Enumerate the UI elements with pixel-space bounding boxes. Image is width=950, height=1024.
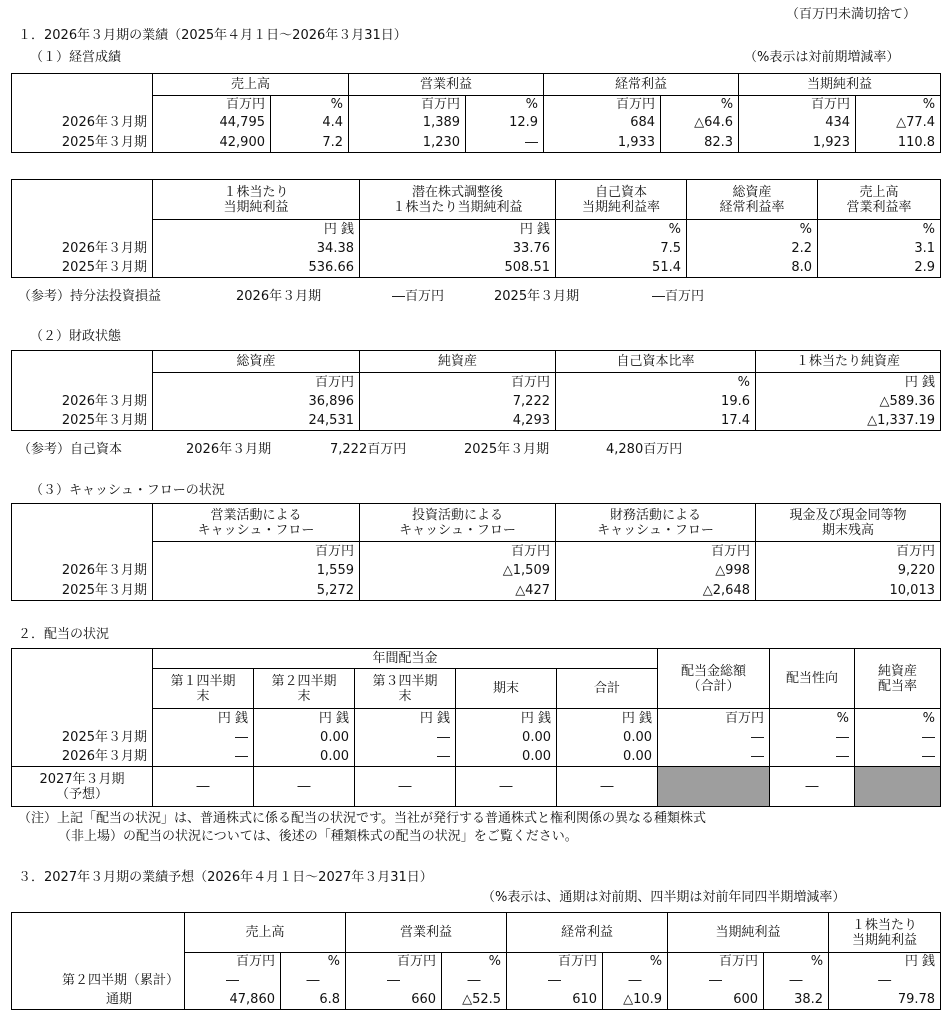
unit-cell: % <box>556 220 687 239</box>
table-row <box>12 411 941 431</box>
value-cell: 1,923 <box>739 133 856 153</box>
value-cell: 0.00 <box>456 747 557 767</box>
value-cell: ― <box>442 971 507 990</box>
operating-results-table <box>11 73 941 153</box>
value-cell: ― <box>153 728 254 747</box>
col-header: 営業利益 <box>349 74 544 96</box>
value-cell: 110.8 <box>856 133 941 153</box>
value-cell: ― <box>281 971 346 990</box>
reference-period: 2026年３月期 <box>236 289 322 304</box>
value-cell: △427 <box>360 581 556 601</box>
value-cell: 82.3 <box>661 133 739 153</box>
row-label <box>12 709 153 728</box>
value-cell: 3.1 <box>818 239 941 258</box>
row-label: 2025年３月期 <box>12 728 153 747</box>
unit-cell: 円 銭 <box>829 953 941 971</box>
value-cell: ― <box>658 728 770 747</box>
value-cell: 0.00 <box>557 728 658 747</box>
unit-cell: 百万円 <box>507 953 603 971</box>
unit-cell: % <box>466 96 544 113</box>
col-header: 現金及び現金同等物 期末残高 <box>756 504 941 542</box>
section-3-title: ３．2027年３月期の業績予想（2026年４月１日～2027年３月31日） <box>18 870 433 885</box>
value-cell: ― <box>456 767 557 807</box>
cash-flow-table <box>11 503 941 601</box>
col-header: 配当金総額 （合計） <box>658 649 770 709</box>
table-row <box>12 258 941 278</box>
unit-cell: 百万円 <box>153 542 360 561</box>
subsection-cash-flow: （３）キャッシュ・フローの状況 <box>30 483 225 498</box>
value-cell: 12.9 <box>466 113 544 133</box>
reference-equity-method: （参考）持分法投資損益 <box>18 289 162 304</box>
value-cell: ― <box>829 971 941 990</box>
col-header: 売上高 営業利益率 <box>818 180 941 220</box>
value-cell: 79.78 <box>829 990 941 1010</box>
value-cell: 6.8 <box>281 990 346 1010</box>
corner-cell <box>12 504 153 542</box>
value-cell: △10.9 <box>603 990 668 1010</box>
col-header: １株当たり 当期純利益 <box>829 913 941 953</box>
col-header: 経常利益 <box>544 74 739 96</box>
col-header: 投資活動による キャッシュ・フロー <box>360 504 556 542</box>
value-cell: 7.5 <box>556 239 687 258</box>
row-label <box>12 96 153 113</box>
value-cell: 1,230 <box>349 133 466 153</box>
unit-cell: 百万円 <box>668 953 764 971</box>
unit-cell: 百万円 <box>556 542 756 561</box>
col-header: 総資産 <box>153 351 360 373</box>
value-cell: ― <box>466 133 544 153</box>
col-header: 総資産 経常利益率 <box>687 180 818 220</box>
value-cell: 536.66 <box>153 258 360 278</box>
value-cell: 2.2 <box>687 239 818 258</box>
row-label <box>12 373 153 392</box>
unit-cell: % <box>442 953 507 971</box>
corner-cell <box>12 74 153 96</box>
col-header: １株当たり 当期純利益 <box>153 180 360 220</box>
value-cell: ― <box>185 971 281 990</box>
table-row <box>12 971 941 990</box>
value-cell: △589.36 <box>756 392 941 411</box>
value-cell: △52.5 <box>442 990 507 1010</box>
value-cell: 38.2 <box>764 990 829 1010</box>
unit-cell: 百万円 <box>544 96 661 113</box>
value-cell: ― <box>355 728 456 747</box>
table-row <box>12 113 941 133</box>
value-cell: 10,013 <box>756 581 941 601</box>
unit-cell: % <box>770 709 855 728</box>
value-cell: 0.00 <box>557 747 658 767</box>
row-label: 2026年３月期 <box>12 392 153 411</box>
value-cell: 36,896 <box>153 392 360 411</box>
value-cell: △1,509 <box>360 561 556 581</box>
col-header: 期末 <box>456 669 557 709</box>
section-1-title: １．2026年３月期の業績（2025年４月１日～2026年３月31日） <box>18 28 407 43</box>
unit-cell: 円 銭 <box>756 373 941 392</box>
row-label <box>12 953 185 971</box>
value-cell: 7,222 <box>360 392 556 411</box>
shaded-cell <box>658 767 770 807</box>
col-header: 営業利益 <box>346 913 507 953</box>
unit-cell: 百万円 <box>756 542 941 561</box>
value-cell: ― <box>346 971 442 990</box>
unit-cell: 百万円 <box>360 373 556 392</box>
value-cell: 434 <box>739 113 856 133</box>
row-label: 通期 <box>12 990 185 1010</box>
value-cell: ― <box>355 747 456 767</box>
unit-cell: 円 銭 <box>456 709 557 728</box>
unit-cell: 百万円 <box>153 96 271 113</box>
value-cell: 7.2 <box>271 133 349 153</box>
row-label: 2025年３月期 <box>12 411 153 431</box>
row-label: 第２四半期（累計） <box>12 971 185 990</box>
section-2-title: ２．配当の状況 <box>18 627 110 642</box>
value-cell: 4.4 <box>271 113 349 133</box>
table-row <box>12 581 941 601</box>
unit-cell: 円 銭 <box>355 709 456 728</box>
subsection-operating-results: （１）経営成績 <box>30 50 122 65</box>
value-cell: ― <box>855 728 941 747</box>
unit-note: （百万円未満切捨て） <box>786 7 917 22</box>
col-header: 売上高 <box>185 913 346 953</box>
shaded-cell <box>855 767 941 807</box>
unit-cell: % <box>556 373 756 392</box>
table-row <box>12 239 941 258</box>
value-cell: 51.4 <box>556 258 687 278</box>
reference-period: 2025年３月期 <box>464 442 550 457</box>
value-cell: ― <box>153 747 254 767</box>
value-cell: 0.00 <box>254 728 355 747</box>
value-cell: △1,337.19 <box>756 411 941 431</box>
value-cell: ― <box>603 971 668 990</box>
dividend-note-line-1: （注）上記「配当の状況」は、普通株式に係る配当の状況です。当社が発行する普通株式と権利関係の異なる種類株式 <box>18 811 706 826</box>
value-cell: ― <box>658 747 770 767</box>
value-cell: 17.4 <box>556 411 756 431</box>
value-cell: 47,860 <box>185 990 281 1010</box>
subsection-financial-position: （２）財政状態 <box>30 329 122 344</box>
value-cell: 34.38 <box>153 239 360 258</box>
reference-value: ―百万円 <box>392 289 445 304</box>
row-label: 2027年３月期 （予想） <box>12 767 153 807</box>
value-cell: ― <box>770 767 855 807</box>
unit-cell: 円 銭 <box>153 220 360 239</box>
row-label: 2026年３月期 <box>12 747 153 767</box>
forecast-percent-note: （%表示は、通期は対前期、四半期は対前年同四半期増減率） <box>482 890 846 905</box>
unit-cell: 円 銭 <box>557 709 658 728</box>
value-cell: ― <box>254 767 355 807</box>
row-label <box>12 542 153 561</box>
dividend-note-line-2: （非上場）の配当の状況については、後述の「種類株式の配当の状況」をご覧ください。 <box>58 829 578 844</box>
table-row <box>12 728 941 747</box>
table-row <box>12 747 941 767</box>
unit-cell: % <box>603 953 668 971</box>
value-cell: 33.76 <box>360 239 556 258</box>
value-cell: 24,531 <box>153 411 360 431</box>
col-header: 経常利益 <box>507 913 668 953</box>
value-cell: ― <box>153 767 254 807</box>
col-header: 自己資本 当期純利益率 <box>556 180 687 220</box>
annual-dividend-header: 年間配当金 <box>153 649 658 669</box>
value-cell: 19.6 <box>556 392 756 411</box>
unit-cell: 円 銭 <box>254 709 355 728</box>
percent-note: （%表示は対前期増減率） <box>744 50 900 65</box>
table-row <box>12 133 941 153</box>
table-row <box>12 561 941 581</box>
corner-cell <box>12 351 153 373</box>
value-cell: 0.00 <box>254 747 355 767</box>
col-header: 第１四半期 末 <box>153 669 254 709</box>
unit-cell: 円 銭 <box>153 709 254 728</box>
col-header: 自己資本比率 <box>556 351 756 373</box>
value-cell: 0.00 <box>456 728 557 747</box>
reference-period: 2026年３月期 <box>186 442 272 457</box>
value-cell: △998 <box>556 561 756 581</box>
table-row <box>12 392 941 411</box>
unit-cell: 円 銭 <box>360 220 556 239</box>
value-cell: 44,795 <box>153 113 271 133</box>
financial-position-table <box>11 350 941 431</box>
per-share-table <box>11 179 941 278</box>
row-label: 2026年３月期 <box>12 239 153 258</box>
reference-value: 4,280百万円 <box>606 442 683 457</box>
value-cell: 42,900 <box>153 133 271 153</box>
corner-cell <box>12 649 153 709</box>
col-header: 第３四半期 末 <box>355 669 456 709</box>
row-label: 2025年３月期 <box>12 133 153 153</box>
value-cell: 5,272 <box>153 581 360 601</box>
unit-cell: % <box>661 96 739 113</box>
value-cell: ― <box>855 747 941 767</box>
value-cell: 4,293 <box>360 411 556 431</box>
unit-cell: % <box>764 953 829 971</box>
value-cell: 610 <box>507 990 603 1010</box>
unit-cell: % <box>281 953 346 971</box>
unit-cell: % <box>271 96 349 113</box>
col-header: 当期純利益 <box>739 74 941 96</box>
corner-cell <box>12 913 185 953</box>
unit-cell: % <box>855 709 941 728</box>
unit-cell: 百万円 <box>658 709 770 728</box>
unit-cell: % <box>687 220 818 239</box>
value-cell: △64.6 <box>661 113 739 133</box>
col-header: 純資産 配当率 <box>855 649 941 709</box>
value-cell: ― <box>770 747 855 767</box>
col-header: 営業活動による キャッシュ・フロー <box>153 504 360 542</box>
value-cell: 508.51 <box>360 258 556 278</box>
reference-value: 7,222百万円 <box>330 442 407 457</box>
col-header: 第２四半期 末 <box>254 669 355 709</box>
row-label: 2025年３月期 <box>12 581 153 601</box>
row-label <box>12 220 153 239</box>
col-header: 財務活動による キャッシュ・フロー <box>556 504 756 542</box>
value-cell: △2,648 <box>556 581 756 601</box>
value-cell: ― <box>507 971 603 990</box>
value-cell: ― <box>764 971 829 990</box>
row-label: 2026年３月期 <box>12 113 153 133</box>
value-cell: 1,389 <box>349 113 466 133</box>
value-cell: 684 <box>544 113 661 133</box>
col-header: 純資産 <box>360 351 556 373</box>
col-header: 潜在株式調整後 １株当たり当期純利益 <box>360 180 556 220</box>
unit-cell: 百万円 <box>185 953 281 971</box>
corner-cell <box>12 180 153 220</box>
value-cell: △77.4 <box>856 113 941 133</box>
unit-cell: % <box>856 96 941 113</box>
unit-cell: 百万円 <box>739 96 856 113</box>
table-row <box>12 767 941 807</box>
forecast-table <box>11 912 941 1010</box>
table-row <box>12 990 941 1010</box>
unit-cell: 百万円 <box>346 953 442 971</box>
value-cell: 2.9 <box>818 258 941 278</box>
value-cell: ― <box>355 767 456 807</box>
unit-cell: 百万円 <box>349 96 466 113</box>
unit-cell: 百万円 <box>153 373 360 392</box>
value-cell: ― <box>557 767 658 807</box>
unit-cell: % <box>818 220 941 239</box>
row-label: 2026年３月期 <box>12 561 153 581</box>
row-label: 2025年３月期 <box>12 258 153 278</box>
col-header: 売上高 <box>153 74 349 96</box>
col-header: １株当たり純資産 <box>756 351 941 373</box>
col-header: 配当性向 <box>770 649 855 709</box>
value-cell: ― <box>770 728 855 747</box>
value-cell: 1,933 <box>544 133 661 153</box>
reference-period: 2025年３月期 <box>494 289 580 304</box>
unit-cell: 百万円 <box>360 542 556 561</box>
reference-value: ―百万円 <box>652 289 705 304</box>
value-cell: ― <box>668 971 764 990</box>
value-cell: 600 <box>668 990 764 1010</box>
reference-equity: （参考）自己資本 <box>18 442 123 457</box>
value-cell: 1,559 <box>153 561 360 581</box>
value-cell: 9,220 <box>756 561 941 581</box>
col-header: 当期純利益 <box>668 913 829 953</box>
value-cell: 8.0 <box>687 258 818 278</box>
value-cell: 660 <box>346 990 442 1010</box>
dividend-table <box>11 648 941 807</box>
col-header: 合計 <box>557 669 658 709</box>
